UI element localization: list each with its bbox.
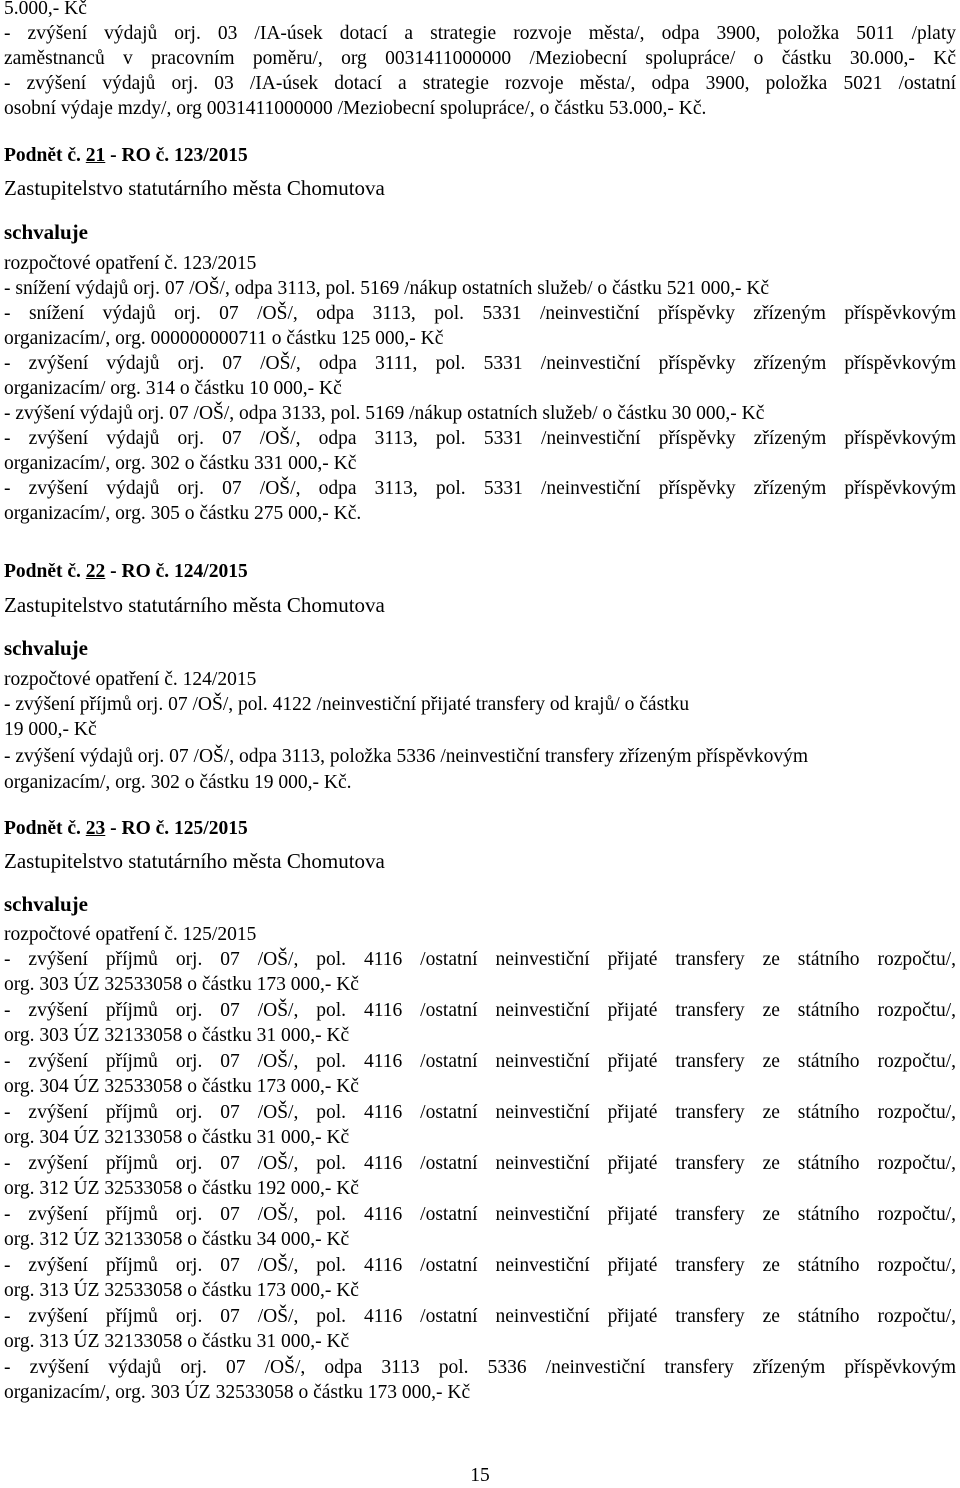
- resolution-verb: schvaluje: [4, 636, 88, 660]
- text-line: - zvýšení výdajů orj. 03 /IA-úsek dotací a strategie rozvoje města/, odpa 3900, položka 5011 /platy: [4, 23, 956, 44]
- text-line: organizacím/, org. 302 o částku 19 000,- Kč.: [4, 772, 352, 793]
- heading-label: Podnět č.: [4, 818, 81, 839]
- heading-label: Podnět č.: [4, 561, 81, 582]
- text-line: org. 304 ÚZ 32133058 o částku 31 000,- Kč: [4, 1127, 350, 1148]
- text-line: - zvýšení příjmů orj. 07 /OŠ/, pol. 4116 /ostatní neinvestiční přijaté transfery ze státního rozpočtu/,: [4, 1102, 956, 1123]
- text-line: - zvýšení výdajů orj. 07 /OŠ/, odpa 3113, pol. 5331 /neinvestiční příspěvky zřízeným příspěvkovým: [4, 428, 956, 449]
- text-line: - zvýšení výdajů orj. 07 /OŠ/, odpa 3133, pol. 5169 /nákup ostatních služeb/ o částku 30 000,- Kč: [4, 403, 765, 424]
- text-line: zaměstnanců v pracovním poměru/, org 0031411000000 /Meziobecní spolupráce/ o částku 30.000,- Kč: [4, 48, 956, 69]
- text-line: org. 312 ÚZ 32133058 o částku 34 000,- Kč: [4, 1229, 350, 1250]
- text-line: - zvýšení příjmů orj. 07 /OŠ/, pol. 4116 /ostatní neinvestiční přijaté transfery ze státního rozpočtu/,: [4, 1000, 956, 1021]
- council-name: Zastupitelstvo statutárního města Chomutova: [4, 176, 385, 200]
- text-line: - zvýšení výdajů orj. 07 /OŠ/, odpa 3113, pol. 5331 /neinvestiční příspěvky zřízeným příspěvkovým: [4, 478, 956, 499]
- text-line: - zvýšení výdajů orj. 03 /IA-úsek dotací a strategie rozvoje města/, odpa 3900, položka 5021 /ostatní: [4, 73, 956, 94]
- section-heading: [4, 560, 248, 584]
- section-heading: [4, 144, 248, 168]
- text-line: org. 303 ÚZ 32133058 o částku 31 000,- Kč: [4, 1025, 350, 1046]
- text-line: - zvýšení příjmů orj. 07 /OŠ/, pol. 4122 /neinvestiční přijaté transfery od krajů/ o částku: [4, 694, 690, 715]
- text-line: - zvýšení příjmů orj. 07 /OŠ/, pol. 4116 /ostatní neinvestiční přijaté transfery ze státního rozpočtu/,: [4, 1051, 956, 1072]
- text-line: - snížení výdajů orj. 07 /OŠ/, odpa 3113, pol. 5331 /neinvestiční příspěvky zřízeným příspěvkovým: [4, 303, 956, 324]
- text-line: 19 000,- Kč: [4, 719, 97, 740]
- text-line: organizacím/, org. 303 ÚZ 32533058 o částku 173 000,- Kč: [4, 1382, 471, 1403]
- text-line: organizacím/, org. 305 o částku 275 000,- Kč.: [4, 503, 362, 524]
- heading-number: 21: [85, 145, 106, 166]
- heading-number: 22: [85, 561, 106, 582]
- budget-measure: rozpočtové opatření č. 125/2015: [4, 924, 257, 945]
- text-line: org. 303 ÚZ 32533058 o částku 173 000,- Kč: [4, 974, 359, 995]
- text-line: - zvýšení výdajů orj. 07 /OŠ/, odpa 3113, položka 5336 /neinvestiční transfery zřízeným příspěvkovým: [4, 746, 809, 767]
- heading-rest: - RO č. 124/2015: [110, 561, 248, 582]
- section-heading: [4, 817, 248, 841]
- text-line: organizacím/, org. 302 o částku 331 000,- Kč: [4, 453, 357, 474]
- text-line: - zvýšení příjmů orj. 07 /OŠ/, pol. 4116 /ostatní neinvestiční přijaté transfery ze státního rozpočtu/,: [4, 1306, 956, 1327]
- text-line: - zvýšení příjmů orj. 07 /OŠ/, pol. 4116 /ostatní neinvestiční přijaté transfery ze státního rozpočtu/,: [4, 1204, 956, 1225]
- heading-rest: - RO č. 123/2015: [110, 145, 248, 166]
- text-line: - zvýšení výdajů orj. 07 /OŠ/, odpa 3113 pol. 5336 /neinvestiční transfery zřízeným příspěvkovým: [4, 1357, 956, 1378]
- text-line: - snížení výdajů orj. 07 /OŠ/, odpa 3113, pol. 5169 /nákup ostatních služeb/ o částku 521 000,- Kč: [4, 278, 770, 299]
- text-line: - zvýšení příjmů orj. 07 /OŠ/, pol. 4116 /ostatní neinvestiční přijaté transfery ze státního rozpočtu/,: [4, 949, 956, 970]
- heading-number: 23: [85, 818, 106, 839]
- text-line: organizacím/, org. 000000000711 o částku 125 000,- Kč: [4, 328, 444, 349]
- text-line: organizacím/ org. 314 o částku 10 000,- Kč: [4, 378, 342, 399]
- text-line: org. 304 ÚZ 32533058 o částku 173 000,- Kč: [4, 1076, 359, 1097]
- text-line: org. 312 ÚZ 32533058 o částku 192 000,- Kč: [4, 1178, 359, 1199]
- text-line: org. 313 ÚZ 32533058 o částku 173 000,- Kč: [4, 1280, 359, 1301]
- page-number: 15: [470, 1465, 490, 1486]
- council-name: Zastupitelstvo statutárního města Chomutova: [4, 593, 385, 617]
- budget-measure: rozpočtové opatření č. 123/2015: [4, 253, 257, 274]
- resolution-verb: schvaluje: [4, 220, 88, 244]
- text-line: org. 313 ÚZ 32133058 o částku 31 000,- Kč: [4, 1331, 350, 1352]
- heading-rest: - RO č. 125/2015: [110, 818, 248, 839]
- text-line: 5.000,- Kč: [4, 0, 87, 19]
- text-line: - zvýšení příjmů orj. 07 /OŠ/, pol. 4116 /ostatní neinvestiční přijaté transfery ze státního rozpočtu/,: [4, 1255, 956, 1276]
- budget-measure: rozpočtové opatření č. 124/2015: [4, 669, 257, 690]
- text-line: - zvýšení výdajů orj. 07 /OŠ/, odpa 3111, pol. 5331 /neinvestiční příspěvky zřízeným příspěvkovým: [4, 353, 956, 374]
- heading-label: Podnět č.: [4, 145, 81, 166]
- council-name: Zastupitelstvo statutárního města Chomutova: [4, 849, 385, 873]
- resolution-verb: schvaluje: [4, 892, 88, 916]
- text-line: osobní výdaje mzdy/, org 0031411000000 /Meziobecní spolupráce/, o částku 53.000,- Kč.: [4, 98, 707, 119]
- text-line: - zvýšení příjmů orj. 07 /OŠ/, pol. 4116 /ostatní neinvestiční přijaté transfery ze státního rozpočtu/,: [4, 1153, 956, 1174]
